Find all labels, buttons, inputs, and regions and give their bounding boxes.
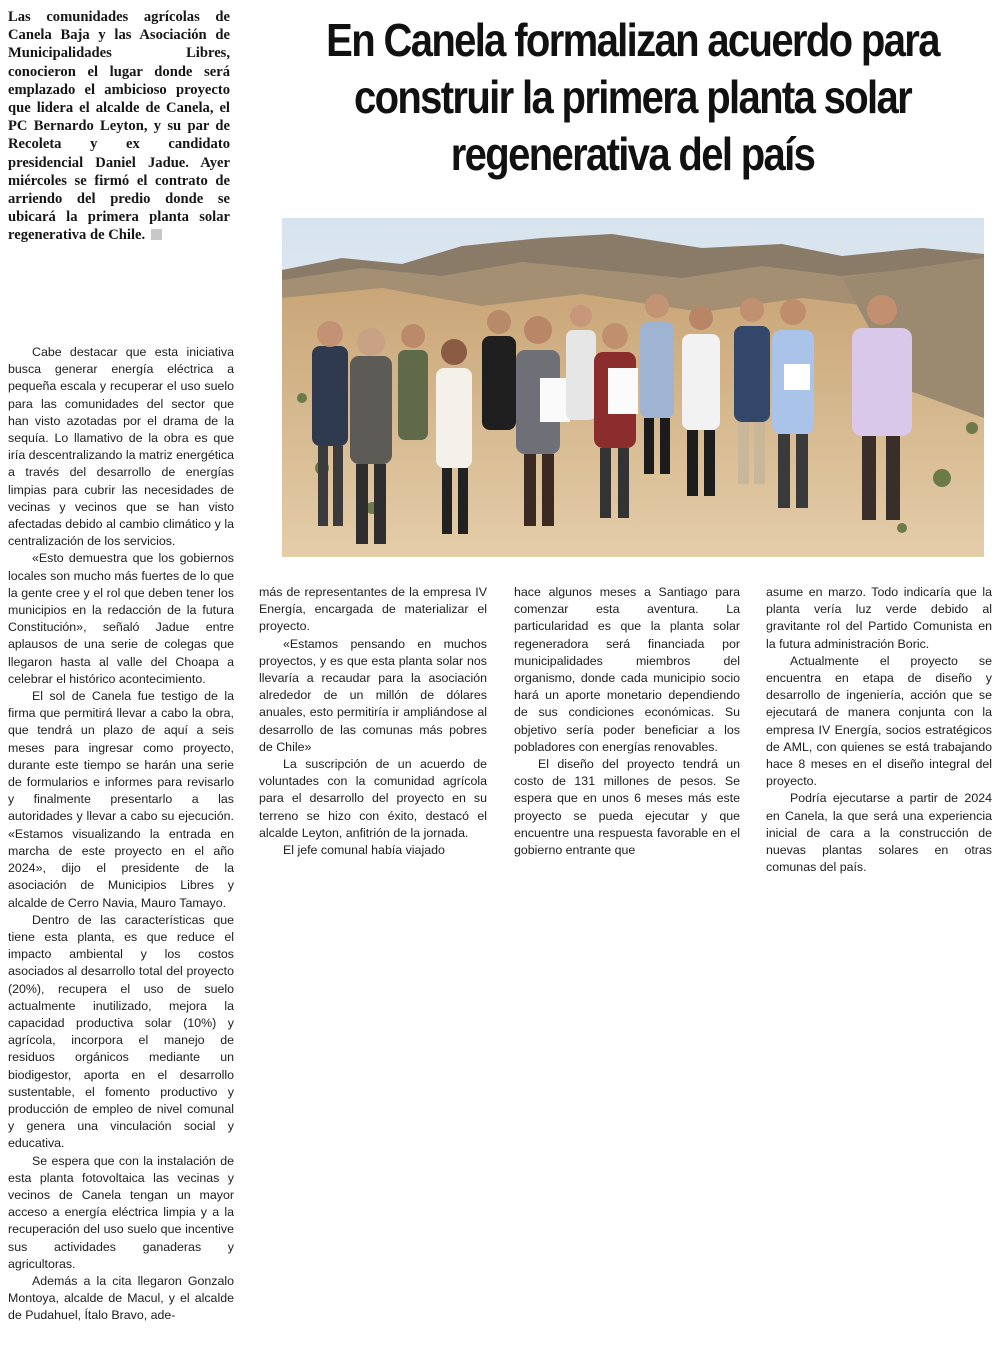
paragraph: Podría ejecutarse a partir de 2024 en Canela, la que será una experiencia inicial de cara a la construcción de nuevas plantas solares en otras comunas del país. [766, 791, 992, 875]
paragraph: Además a la cita llegaron Gonzalo Montoya, alcalde de Macul, y el alcalde de Pudahuel, Ítalo Bravo, ade- [8, 1273, 234, 1323]
paragraph: asume en marzo. Todo indicaría que la planta vería luz verde debido al gravitante rol del Partido Comunista en la futura administración Boric. [766, 585, 992, 651]
group-photo-icon [282, 218, 984, 557]
paragraph: El sol de Canela fue testigo de la firma que permitirá llevar a cabo la obra, que tendrá un plazo de aquí a seis meses para ingresar como proyecto, durante este tiempo se harán una serie de formularios e informes para revisarlo y finalmente presentarlo a las autoridades y llevar a cabo su ejecución. «Estamos visualizando la entrada en marcha de este proyecto en el año 2024», dijo el presidente de la asociación de Municipios Libres y alcalde de Cerro Navia, Mauro Tamayo. [8, 689, 234, 910]
article-column-3 [514, 584, 740, 859]
paragraph: más de representantes de la empresa IV Energía, encargada de materializar el proyecto. [259, 585, 487, 634]
paragraph: «Estamos pensando en muchos proyectos, y es que esta planta solar nos llevaría a recaudar para la asociación alrededor de un millón de dólares anuales, esto permitiría ir ampliándose al desarrollo de las comunas más pobres de Chile» [259, 636, 487, 754]
paragraph: El jefe comunal había viajado [283, 843, 445, 858]
lead-text: Las comunidades agrícolas de Canela Baja y las Asociación de Municipalidades Libres, conocieron el lugar donde será emplazado el ambicioso proyecto que lidera el alcalde de Canela, el PC Bernardo Leyton, y su par de Recoleta y ex candidato presidencial Daniel Jadue. Ayer miércoles se firmó el contrato de arriendo del predio donde se ubicará la primera planta solar regenerativa de Chile. [8, 9, 230, 244]
news-photo [282, 218, 984, 557]
paragraph: La suscripción de un acuerdo de voluntades con la comunidad agrícola para el desarrollo del proyecto en su terreno se hizo con éxito, destacó el alcalde Leyton, anfitrión de la jornada. [259, 757, 487, 840]
paragraph: Se espera que con la instalación de esta planta fotovoltaica las vecinas y vecinos de Canela tengan un mayor acceso a energía eléctrica limpia y a la recuperación del uso suelo que incentive sus actividades ganaderas y agricultoras. [8, 1153, 234, 1271]
headline: En Canela formalizan acuerdo para construir la primera planta solar regenerativa del país [326, 14, 939, 180]
paragraph: Actualmente el proyecto se encuentra en etapa de diseño y desarrollo de ingeniería, acción que se ejecutará de manera conjunta con la empresa IV Energía, socios estratégicos de AML, con quienes se está trabajando hace 8 meses en el diseño integral del proyecto. [766, 653, 992, 789]
article-column-1 [8, 344, 234, 1325]
paragraph: El diseño del proyecto tendrá un costo de 131 millones de pesos. Se espera que en unos 6 meses más este proyecto se pueda ejecutar y que encuentre una respuesta favorable en el gobierno entrante que [514, 757, 740, 858]
paragraph: Dentro de las características que tiene esta planta, es que reduce el impacto ambiental y los costos asociados al desarrollo total del proyecto (20%), recupera el uso de suelo actualmente inutilizado, mejora la capacidad productiva solar (10%) y agrícola, incorpora el manejo de residuos orgánicos mediante un biodigestor, aporta en el desarrollo sustentable, el fomento productivo y producción de empleo de nivel comunal y genera una vinculación social y educativa. [8, 912, 234, 1151]
end-mark-icon [151, 229, 162, 240]
paragraph: «Esto demuestra que los gobiernos locales son mucho más fuertes de lo que la gente cree y el rol que deben tener los municipios en la redacción de la futura Constitución», señaló Jadue entre aplausos de una serie de colegas que llegaron hasta al valle del Choapa a celebrar el histórico acontecimiento. [8, 551, 234, 686]
lead-paragraph [8, 8, 230, 245]
paragraph: hace algunos meses a Santiago para comenzar esta aventura. La particularidad es que la planta solar regeneradora será financiada por municipalidades miembros del organismo, donde cada municipio socio hará un aporte monetario dependiendo de sus condiciones económicas. Su objetivo sería poder beneficiar a los pobladores con energías renovables. [514, 585, 740, 754]
article-column-2 [259, 584, 487, 859]
article-column-4 [766, 584, 992, 876]
paragraph: Cabe destacar que esta iniciativa busca generar energía eléctrica a pequeña escala y recuperar el uso suelo para las comunidades del sector que han visto azotadas por el drama de la sequía. Lo llamativo de la obra es que iría descentralizando la matriz energética a través del desarrollo de energías limpias para cubrir las necesidades de vecinas y vecinos que se han visto afectadas debido al cambio climático y la centralización de los servicios. [8, 345, 234, 549]
